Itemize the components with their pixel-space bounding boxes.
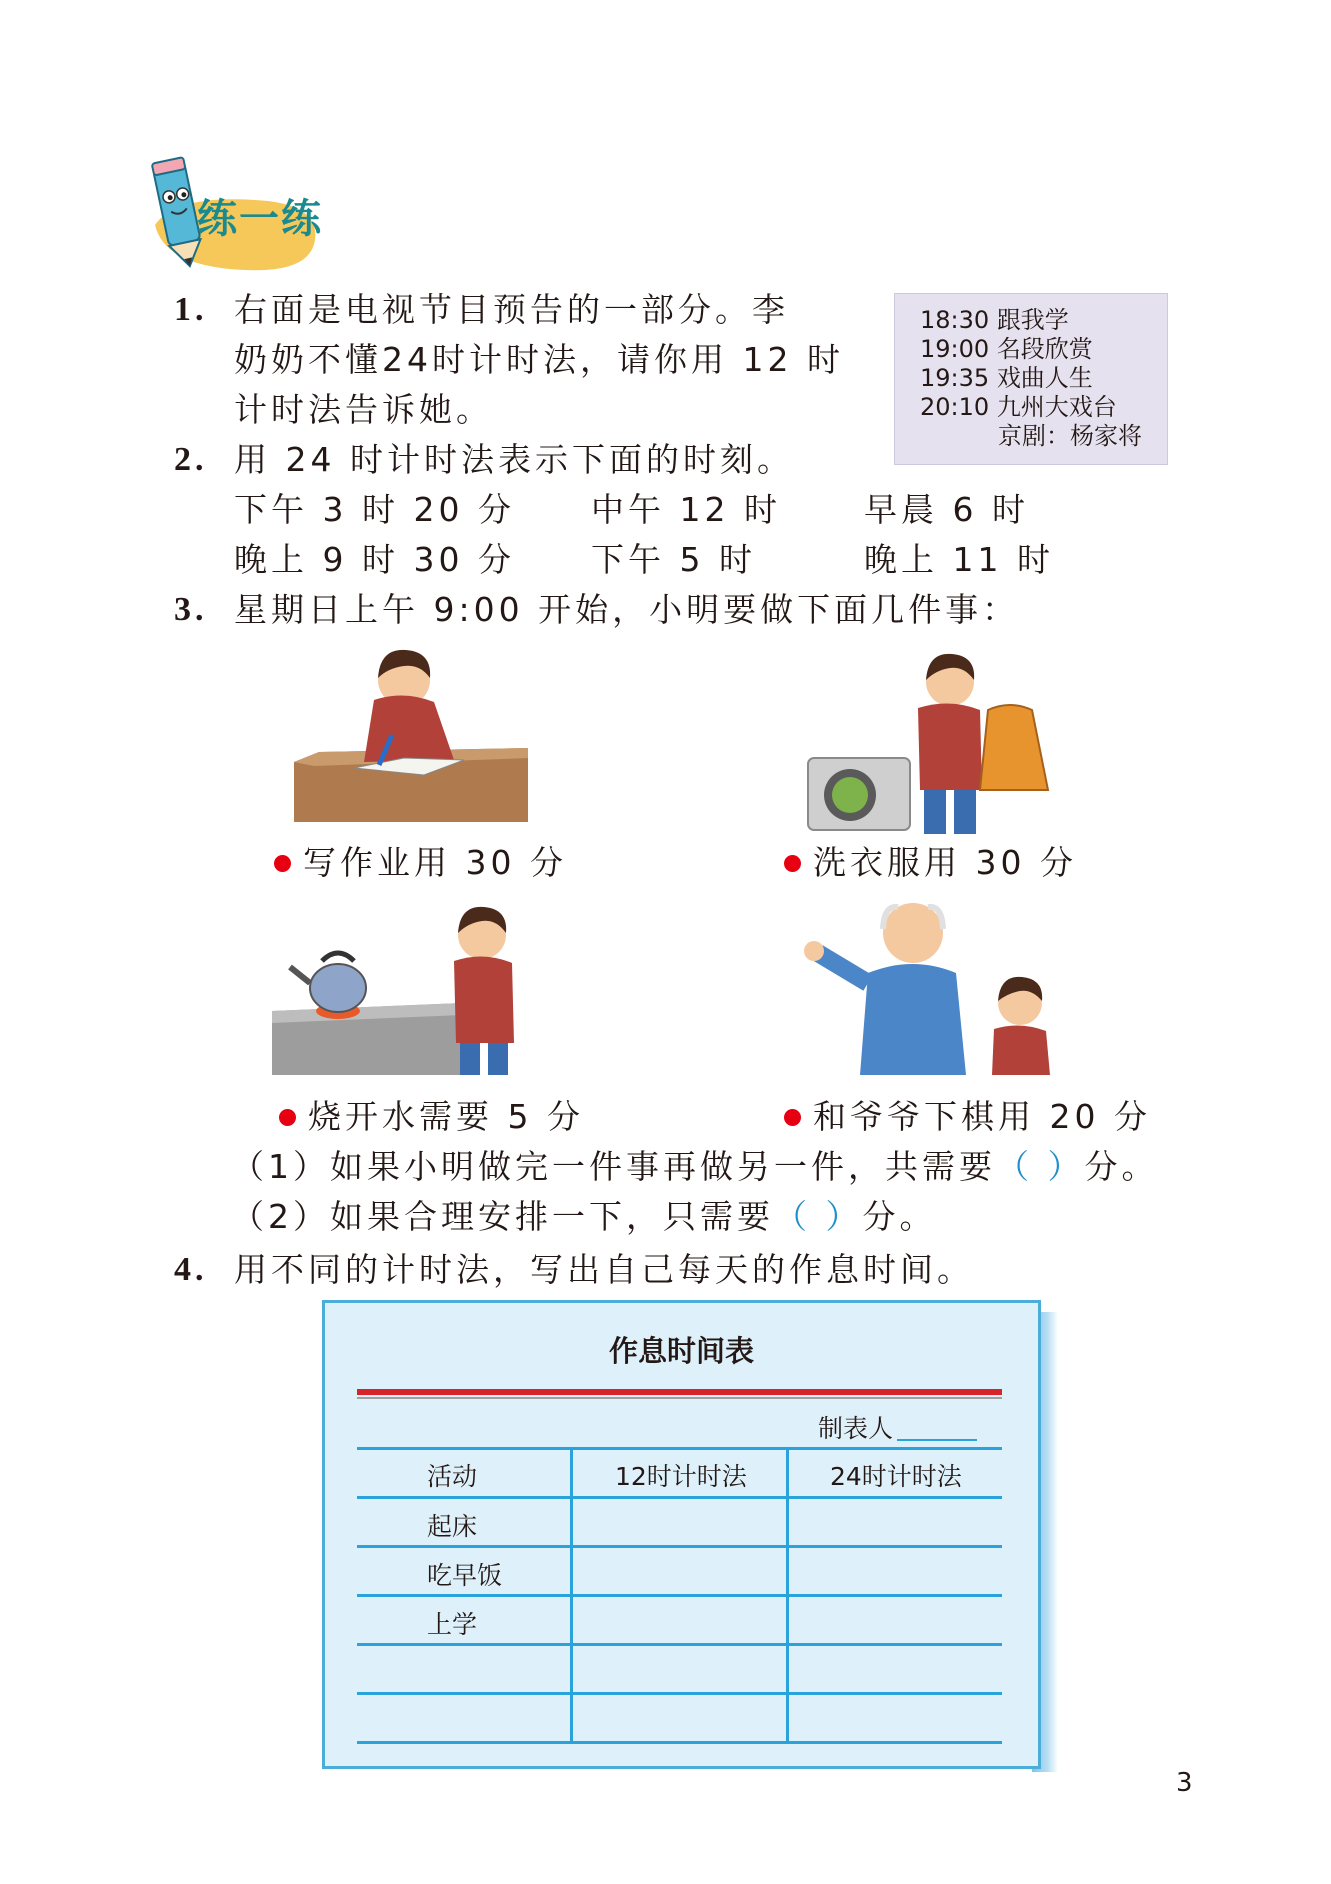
- section-title: 练一练: [197, 196, 323, 242]
- table-row-label: 吃早饭: [427, 1561, 503, 1590]
- answer-blank[interactable]: （ ）: [774, 1197, 863, 1236]
- table-title: 作息时间表: [608, 1334, 754, 1368]
- maker-blank-line: [897, 1439, 977, 1441]
- q2-item: 早晨 6 时: [864, 490, 1029, 529]
- table-col-divider: [786, 1447, 789, 1744]
- q2-item: 下午 5 时: [591, 540, 756, 579]
- q2-item: 晚上 11 时: [864, 540, 1054, 579]
- laundry-illustration: [800, 640, 1058, 836]
- table-rule: [357, 1496, 1002, 1499]
- table-rule: [357, 1594, 1002, 1597]
- table-col-divider: [570, 1447, 573, 1744]
- tv-item: 20:10 九州大戏台: [920, 393, 1117, 421]
- tv-schedule-box: [894, 293, 1168, 465]
- table-rule: [357, 1545, 1002, 1548]
- task-boil-water: 烧开水需要 5 分: [279, 1092, 584, 1142]
- tv-schedule-list: [920, 306, 1142, 451]
- grandpa-illustration: [788, 893, 1070, 1075]
- task-laundry: 洗衣服用 30 分: [784, 838, 1077, 888]
- q2-item: 下午 3 时 20 分: [234, 490, 515, 529]
- q1-line2: 奶奶不懂24时计时法，请你用 12 时: [234, 340, 844, 379]
- q3-text: 星期日上午 9:00 开始，小明要做下面几件事：: [234, 590, 1020, 629]
- task-chess: 和爷爷下棋用 20 分: [784, 1092, 1151, 1142]
- bullet-dot: [274, 855, 291, 872]
- table-row-label: 上学: [427, 1610, 478, 1639]
- table-rule: [357, 1741, 1002, 1744]
- maker-field[interactable]: 制表人: [818, 1409, 977, 1445]
- q2-item: 晚上 9 时 30 分: [234, 540, 515, 579]
- table-header-activity: 活动: [427, 1462, 478, 1491]
- q4-number: 4.: [174, 1251, 208, 1288]
- bullet-dot: [279, 1109, 296, 1126]
- table-rule: [357, 1447, 1002, 1450]
- q1-number: 1.: [174, 291, 208, 328]
- q2-number: 2.: [174, 441, 208, 478]
- schedule-card: [322, 1300, 1041, 1769]
- title-rule-red: [357, 1389, 1002, 1395]
- tv-item: 18:30 跟我学: [920, 306, 1069, 334]
- tv-item: 19:35 戏曲人生: [920, 364, 1093, 392]
- table-header-24h: 24时计时法: [830, 1462, 962, 1491]
- q3-sub2: （2）如果合理安排一下，只需要（ ）分。: [231, 1197, 937, 1236]
- table-header-12h: 12时计时法: [615, 1462, 747, 1491]
- task-homework: 写作业用 30 分: [274, 838, 567, 888]
- q3-number: 3.: [174, 591, 208, 628]
- q1-line1: 右面是电视节目预告的一部分。李: [234, 290, 789, 329]
- q4-text: 用不同的计时法，写出自己每天的作息时间。: [234, 1250, 974, 1289]
- table-rule: [357, 1643, 1002, 1646]
- tv-item: 19:00 名段欣赏: [920, 335, 1093, 363]
- tv-item-sub: 京剧：杨家将: [998, 422, 1142, 450]
- table-row-label: 起床: [427, 1512, 478, 1541]
- q2-text: 用 24 时计时法表示下面的时刻。: [234, 440, 794, 479]
- answer-blank[interactable]: （ ）: [996, 1147, 1085, 1186]
- title-rule-grey: [357, 1397, 1002, 1399]
- q3-sub1: （1）如果小明做完一件事再做另一件，共需要（ ）分。: [231, 1147, 1159, 1186]
- section-header: [135, 155, 325, 275]
- table-rule: [357, 1692, 1002, 1695]
- bullet-dot: [784, 1109, 801, 1126]
- homework-illustration: [294, 640, 528, 822]
- kettle-illustration: [272, 893, 548, 1075]
- q1-line3: 计时法告诉她。: [234, 390, 493, 429]
- bullet-dot: [784, 855, 801, 872]
- q2-item: 中午 12 时: [591, 490, 781, 529]
- page-number: 3: [1176, 1768, 1193, 1798]
